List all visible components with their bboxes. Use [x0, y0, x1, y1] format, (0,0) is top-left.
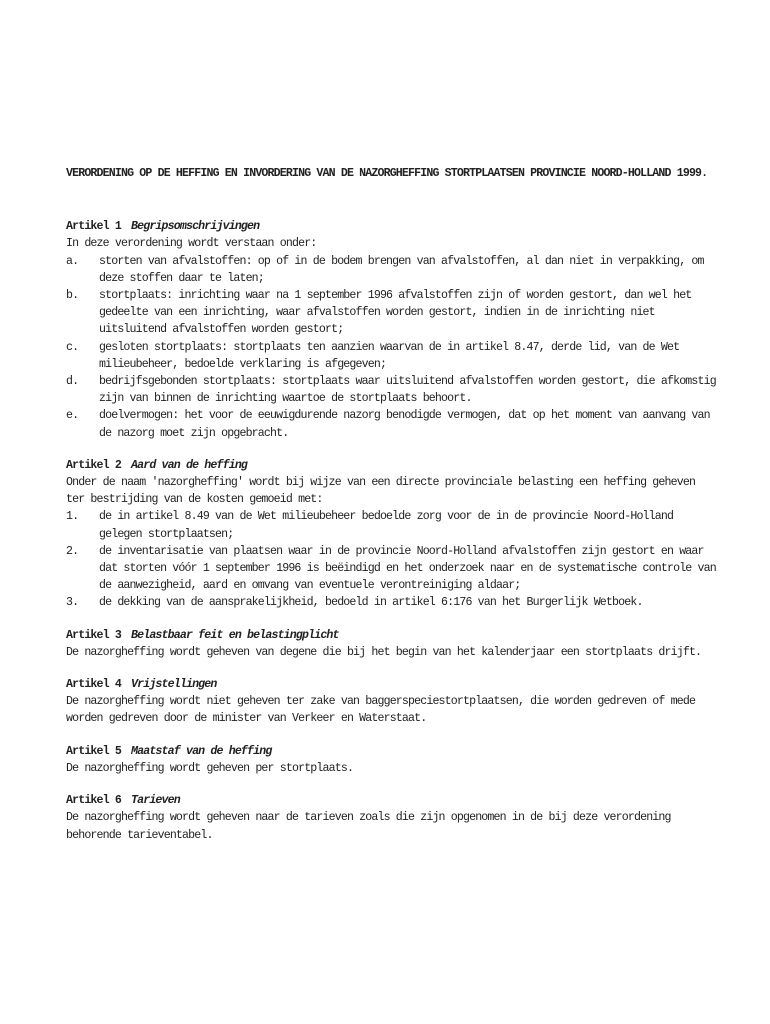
article-3	[66, 627, 716, 661]
article-6	[66, 792, 716, 844]
numbered-list	[66, 508, 716, 611]
list-item	[66, 339, 716, 373]
list-item-text: bedrijfsgebonden stortplaats: stortplaats waar uitsluitend afvalstoffen worden gestort, die afkomstig zijn van binnen de inrichting waartoe de stortplaats behoort.	[99, 375, 716, 406]
article-2	[66, 457, 716, 612]
list-item	[66, 543, 716, 595]
article-header	[66, 457, 716, 474]
article-header	[66, 218, 716, 235]
article-text: De nazorgheffing wordt geheven per stortplaats.	[66, 761, 354, 775]
article-5	[66, 743, 716, 777]
article-heading: Begripsomschrijvingen	[131, 220, 260, 234]
list-item-text: de in artikel 8.49 van de Wet milieubeheer bedoelde zorg voor de in de provincie Noord-Holland gelegen stortplaatsen;	[99, 510, 674, 541]
list-item	[66, 373, 716, 407]
list-marker: 2.	[66, 544, 79, 558]
article-intro: In deze verordening wordt verstaan onder:	[66, 237, 317, 251]
article-header	[66, 792, 716, 809]
document-body	[66, 165, 716, 859]
article-text: De nazorgheffing wordt geheven naar de tarieven zoals die zijn opgenomen in de bij deze verordening behorende tarieventabel.	[66, 811, 671, 842]
article-heading: Belastbaar feit en belastingplicht	[131, 628, 339, 642]
article-header	[66, 743, 716, 760]
list-item	[66, 508, 716, 542]
article-number: Artikel 5	[66, 744, 121, 758]
article-number: Artikel 6	[66, 794, 121, 808]
list-item-text: doelvermogen: het voor de eeuwigdurende nazorg benodigde vermogen, dat op het moment van aanvang van de nazorg moet zijn opgebracht.	[99, 409, 710, 440]
list-item	[66, 407, 716, 441]
list-item-text: gesloten stortplaats: stortplaats ten aanzien waarvan de in artikel 8.47, derde lid, van de Wet milieubeheer, bedoelde verklaring is afgegeven;	[99, 340, 680, 371]
list-item	[66, 287, 716, 339]
list-item-text: de dekking van de aansprakelijkheid, bedoeld in artikel 6:176 van het Burgerlijk Wetboek.	[99, 596, 643, 610]
article-1	[66, 218, 716, 442]
list-marker: 1.	[66, 510, 79, 524]
list-item-text: stortplaats: inrichting waar na 1 september 1996 afvalstoffen zijn of worden gestort, dan wel het gedeelte van een inrichting, waar afvalstoffen worden gestort, indien in de inrichting niet uitsluitend afvalstoffen worden gestort;	[99, 289, 692, 337]
list-marker: e.	[66, 409, 79, 423]
list-marker: 3.	[66, 596, 79, 610]
list-item	[66, 594, 716, 611]
list-item	[66, 253, 716, 287]
list-item-text: de inventarisatie van plaatsen waar in de provincie Noord-Holland afvalstoffen zijn gestort en waar dat storten vóór 1 september 1996 is beëindigd en het onderzoek naar en de systematische controle van de aanwezigheid, aard en omvang van eventuele verontreiniging aldaar;	[99, 544, 716, 593]
article-header	[66, 627, 716, 644]
article-text: De nazorgheffing wordt niet geheven ter zake van baggerspeciestortplaatsen, die worden gedreven of mede worden gedreven door de minister van Verkeer en Waterstaat.	[66, 695, 696, 726]
list-marker: a.	[66, 254, 79, 268]
article-heading: Maatstaf van de heffing	[131, 744, 272, 758]
article-header	[66, 676, 716, 693]
article-4	[66, 676, 716, 728]
article-number: Artikel 4	[66, 678, 121, 692]
article-heading: Tarieven	[131, 794, 180, 808]
article-number: Artikel 2	[66, 458, 121, 472]
article-text: De nazorgheffing wordt geheven van degene die bij het begin van het kalenderjaar een stortplaats drijft.	[66, 645, 702, 659]
document-title: VERORDENING OP DE HEFFING EN INVORDERING VAN DE NAZORGHEFFING STORTPLAATSEN PROVINCIE NOORD-HOLLAND 1999.	[66, 167, 708, 180]
list-marker: c.	[66, 340, 79, 354]
article-intro: Onder de naam 'nazorgheffing' wordt bij wijze van een directe provinciale belasting een heffing geheven ter bestrijding van de kosten gemoeid met:	[66, 476, 696, 507]
list-marker: b.	[66, 289, 79, 303]
article-heading: Vrijstellingen	[131, 678, 217, 692]
article-heading: Aard van de heffing	[131, 458, 248, 472]
article-number: Artikel 1	[66, 220, 121, 234]
list-item-text: storten van afvalstoffen: op of in de bodem brengen van afvalstoffen, al dan niet in verpakking, om deze stoffen daar te laten;	[99, 254, 704, 285]
list-marker: d.	[66, 375, 79, 389]
definition-list	[66, 253, 716, 442]
article-number: Artikel 3	[66, 628, 121, 642]
